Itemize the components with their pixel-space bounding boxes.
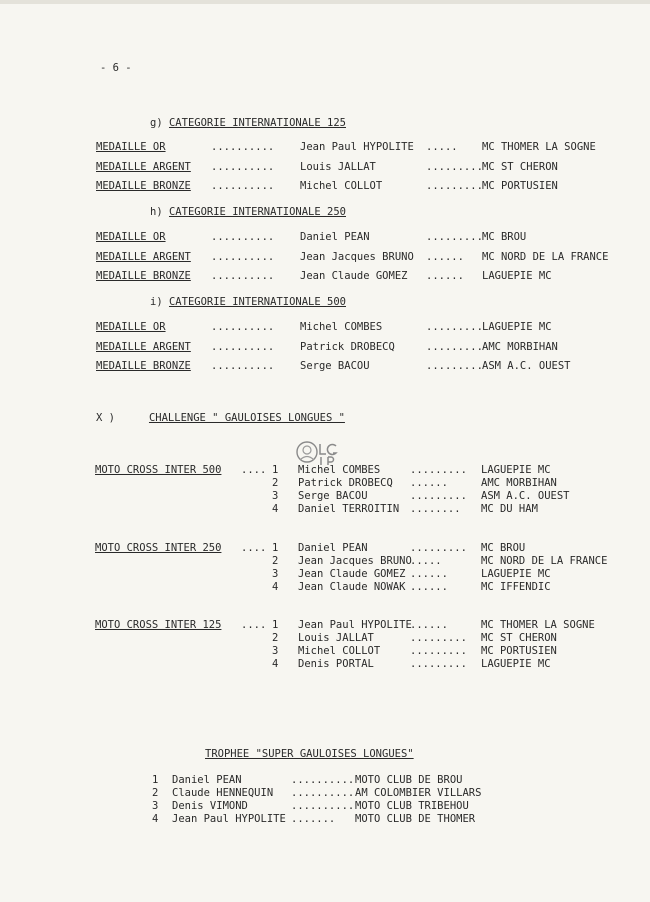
rider-name: Jean Jacques BRUNO [300,250,414,263]
leader-dots: ........ [410,503,461,515]
club-name: MC IFFENDIC [481,581,551,593]
club-name: LAGUEPIE MC [482,321,552,333]
leader-dots: .......... [211,340,275,353]
trophee-name: Denis VIMOND [172,800,248,812]
leader-dots: ..... [410,555,442,567]
club-name: ASM A.C. OUEST [482,360,571,372]
leader-dots: ......... [410,658,467,670]
club-name: LAGUEPIE MC [482,270,552,282]
leader-dots: ..... [426,141,458,153]
leader-dots: ...... [410,568,448,580]
rider-name: Michel COLLOT [300,180,383,192]
section-g-heading [150,117,346,129]
leader-dots: ......... [426,231,483,243]
trophee-heading [205,748,414,760]
leader-dots: .......... [291,774,355,786]
section-i-prefix: i) [150,296,163,308]
leader-dots: .......... [211,270,275,282]
leader-dots: ......... [426,180,483,192]
leader-dots: ......... [410,542,467,554]
club-name: AMC MORBIHAN [481,477,557,489]
rank-number: 4 [152,813,159,825]
medal-label: MEDAILLE OR [96,321,166,333]
rider-name: Jean Paul HYPOLITE [298,619,412,631]
club-name: MC NORD DE LA FRANCE [482,250,609,263]
rider-name: Jean Claude GOMEZ [298,568,406,580]
leader-dots: ...... [410,581,448,593]
leader-dots: ......... [426,160,483,173]
rank-number: 3 [152,800,159,812]
rider-name: Louis JALLAT [300,160,376,173]
rider-name: Jean Paul HYPOLITE [300,141,414,153]
section-g-title: CATEGORIE INTERNATIONALE 125 [168,117,346,129]
rider-name: Michel COLLOT [298,645,381,657]
leader-dots: .......... [211,180,275,192]
rank-number: 2 [272,555,279,567]
club-name: MC ST CHERON [482,160,558,173]
rider-name: Michel COMBES [300,321,383,333]
rank-number: 1 [272,464,279,476]
club-name: MC ST CHERON [481,632,557,644]
club-name: MC BROU [481,542,526,554]
club-name: AMC MORBIHAN [482,340,558,353]
medal-label: MEDAILLE ARGENT [96,250,191,263]
rank-number: 2 [152,787,159,799]
challenge-category: MOTO CROSS INTER 250 [95,542,222,554]
club-name: LAGUEPIE MC [481,658,551,670]
challenge-heading [96,412,345,424]
club-name: AM COLOMBIER VILLARS [355,787,482,799]
leader-dots: .... [241,542,267,554]
club-name: MC BROU [482,231,527,243]
leader-dots: .......... [211,160,275,173]
rider-name: Patrick DROBECQ [300,340,395,353]
medal-label: MEDAILLE BRONZE [96,270,191,282]
rider-name: Daniel PEAN [298,542,368,554]
rider-name: Jean Claude GOMEZ [300,270,408,282]
medal-label: MEDAILLE BRONZE [96,360,191,372]
leader-dots: ...... [410,619,448,631]
rank-number: 4 [272,503,279,515]
challenge-prefix: X ) [96,412,115,424]
trophee-name: Daniel PEAN [172,774,242,786]
rank-number: 3 [272,645,279,657]
club-name: MC THOMER LA SOGNE [482,141,596,153]
rider-name: Patrick DROBECQ [298,477,393,489]
club-name: MC THOMER LA SOGNE [481,619,595,631]
rider-name: Jean Jacques BRUNO [298,555,412,567]
rank-number: 4 [272,581,279,593]
leader-dots: ......... [410,490,467,502]
leader-dots: ...... [426,250,464,263]
rider-name: Serge BACOU [300,360,370,372]
leader-dots: ......... [426,360,483,372]
leader-dots: .......... [291,800,355,812]
rank-number: 2 [272,477,279,489]
club-name: MC PORTUSIEN [482,180,558,192]
section-i-title: CATEGORIE INTERNATIONALE 500 [168,296,346,308]
trophee-title: TROPHEE "SUPER GAULOISES LONGUES" [205,748,414,760]
club-name: MOTO CLUB TRIBEHOU [355,800,469,812]
challenge-category: MOTO CROSS INTER 500 [95,464,222,476]
leader-dots: ......... [426,340,483,353]
page-top-edge [0,0,650,4]
medal-label: MEDAILLE BRONZE [96,180,191,192]
club-name: MC NORD DE LA FRANCE [481,555,608,567]
rank-number: 3 [272,568,279,580]
leader-dots: ......... [410,464,467,476]
rank-number: 1 [152,774,159,786]
leader-dots: .... [241,619,267,631]
rider-name: Daniel TERROITIN [298,503,400,515]
trophee-name: Claude HENNEQUIN [172,787,274,799]
leader-dots: ....... [291,813,336,825]
leader-dots: .......... [211,360,275,372]
leader-dots: .......... [211,321,275,333]
club-name: LAGUEPIE MC [481,464,551,476]
section-h-prefix: h) [150,206,163,218]
leader-dots: ......... [410,645,467,657]
rank-number: 2 [272,632,279,644]
challenge-title: CHALLENGE " GAULOISES LONGUES " [148,412,345,424]
rider-name: Denis PORTAL [298,658,374,670]
rider-name: Jean Claude NOWAK [298,581,406,593]
leader-dots: ...... [410,477,448,489]
section-g-prefix: g) [150,117,163,129]
club-name: MC DU HAM [481,503,538,515]
medal-label: MEDAILLE OR [96,141,166,153]
rank-number: 3 [272,490,279,502]
leader-dots: ......... [426,321,483,333]
rider-name: Daniel PEAN [300,231,370,243]
medal-label: MEDAILLE ARGENT [96,340,191,353]
leader-dots: .......... [291,787,355,799]
trophee-name: Jean Paul HYPOLITE [172,813,286,825]
club-name: LAGUEPIE MC [481,568,551,580]
club-name: MOTO CLUB DE THOMER [355,813,476,825]
leader-dots: .... [241,464,267,476]
rider-name: Serge BACOU [298,490,368,502]
section-h-heading [150,206,346,218]
challenge-category: MOTO CROSS INTER 125 [95,619,222,631]
club-name: ASM A.C. OUEST [481,490,570,502]
club-name: MC PORTUSIEN [481,645,557,657]
rank-number: 4 [272,658,279,670]
medal-label: MEDAILLE ARGENT [96,160,191,173]
rider-name: Michel COMBES [298,464,381,476]
section-h-title: CATEGORIE INTERNATIONALE 250 [168,206,346,218]
medal-label: MEDAILLE OR [96,231,166,243]
leader-dots: .......... [211,141,275,153]
leader-dots: .......... [211,250,275,263]
rider-name: Louis JALLAT [298,632,374,644]
leader-dots: ...... [426,270,464,282]
leader-dots: ......... [410,632,467,644]
rank-number: 1 [272,619,279,631]
section-i-heading [150,296,346,308]
rank-number: 1 [272,542,279,554]
leader-dots: .......... [211,231,275,243]
page-number: - 6 - [100,62,132,74]
club-name: MOTO CLUB DE BROU [355,774,463,786]
